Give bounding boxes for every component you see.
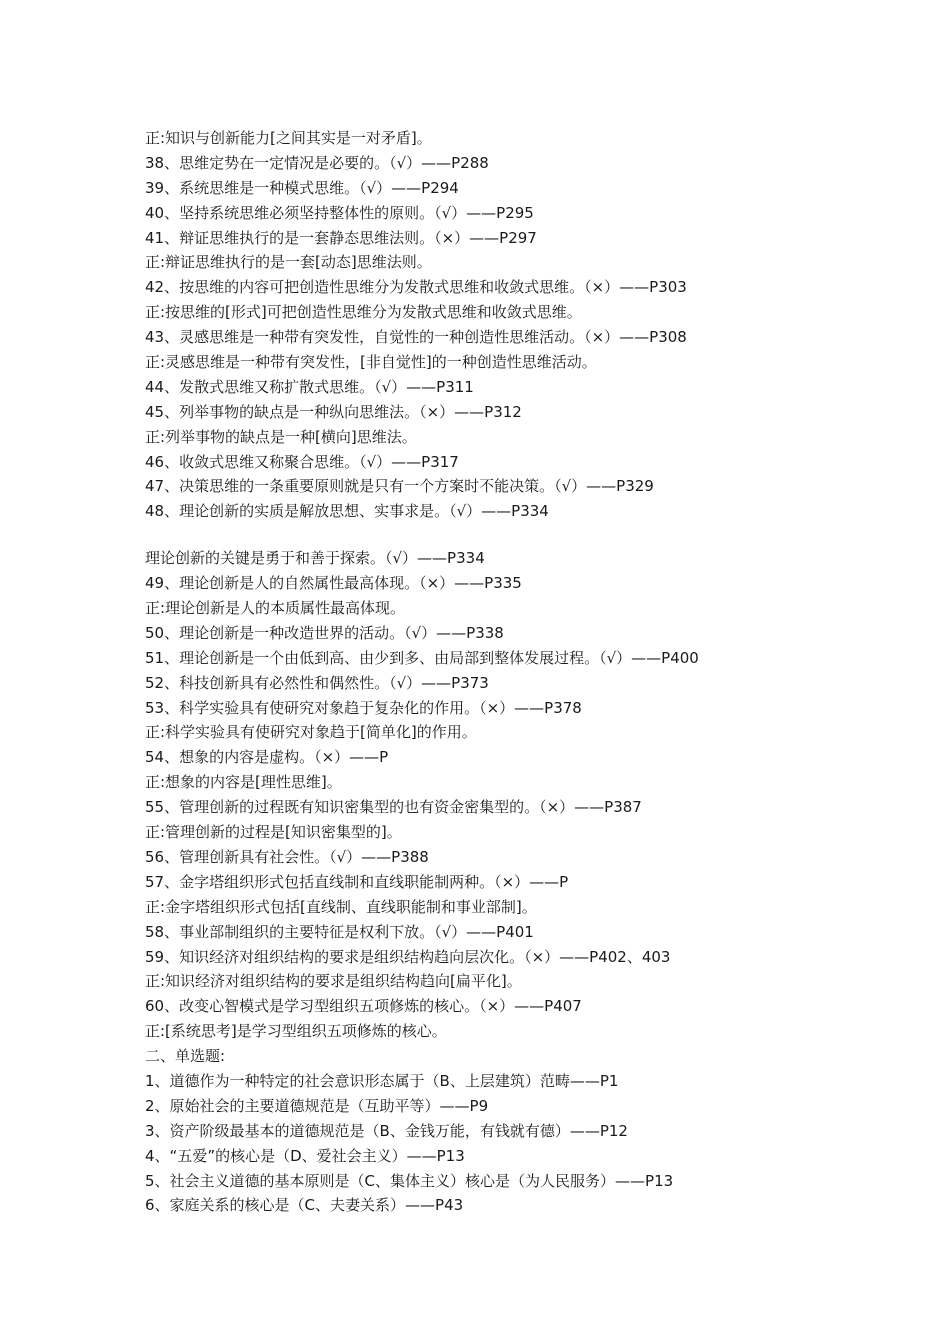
text-line: 4、“五爱”的核心是（D、爱社会主义）——P13 bbox=[145, 1146, 465, 1165]
text-line: 49、理论创新是人的自然属性最高体现。（×）——P335 bbox=[145, 574, 522, 593]
text-line: 2、原始社会的主要道德规范是（互助平等）——P9 bbox=[145, 1096, 489, 1115]
text-line: 正:知识经济对组织结构的要求是组织结构趋向[扁平化]。 bbox=[145, 972, 522, 991]
text-line: 42、按思维的内容可把创造性思维分为发散式思维和收敛式思维。（×）——P303 bbox=[145, 278, 687, 297]
text-line: 50、理论创新是一种改造世界的活动。（√）——P338 bbox=[145, 623, 504, 642]
text-line: 正:管理创新的过程是[知识密集型的]。 bbox=[145, 823, 402, 842]
text-line: 正:理论创新是人的本质属性最高体现。 bbox=[145, 599, 406, 618]
text-line: 52、科技创新具有必然性和偶然性。（√）——P373 bbox=[145, 673, 489, 692]
text-line: 40、坚持系统思维必须坚持整体性的原则。（√）——P295 bbox=[145, 203, 534, 222]
text-line: 48、理论创新的实质是解放思想、实事求是。（√）——P334 bbox=[145, 502, 549, 521]
text-line: 6、家庭关系的核心是（C、夫妻关系）——P43 bbox=[145, 1196, 464, 1215]
text-line: 39、系统思维是一种模式思维。（√）——P294 bbox=[145, 178, 459, 197]
text-line: 38、思维定势在一定情况是必要的。（√）——P288 bbox=[145, 153, 489, 172]
text-line: 46、收敛式思维又称聚合思维。（√）——P317 bbox=[145, 452, 459, 471]
text-line: 正:科学实验具有使研究对象趋于[简单化]的作用。 bbox=[145, 723, 477, 742]
text-line: 54、想象的内容是虚构。（×）——P bbox=[145, 748, 389, 767]
text-line: 理论创新的关键是勇于和善于探索。（√）——P334 bbox=[145, 549, 485, 568]
text-line: 正:灵感思维是一种带有突发性，[非自觉性]的一种创造性思维活动。 bbox=[145, 353, 597, 372]
text-line: 正:列举事物的缺点是一种[横向]思维法。 bbox=[145, 427, 417, 446]
text-line: 正:知识与创新能力[之间其实是一对矛盾]。 bbox=[145, 129, 432, 147]
text-line: 43、灵感思维是一种带有突发性，自觉性的一种创造性思维活动。（×）——P308 bbox=[145, 328, 687, 347]
text-line: 53、科学实验具有使研究对象趋于复杂化的作用。（×）——P378 bbox=[145, 698, 582, 717]
text-line: 41、辩证思维执行的是一套静态思维法则。（×）——P297 bbox=[145, 228, 537, 247]
text-line: 58、事业部制组织的主要特征是权利下放。（√）——P401 bbox=[145, 922, 534, 941]
text-line: 正:按思维的[形式]可把创造性思维分为发散式思维和收敛式思维。 bbox=[145, 303, 582, 322]
text-line: 55、管理创新的过程既有知识密集型的也有资金密集型的。（×）——P387 bbox=[145, 798, 642, 817]
text-line: 正:金字塔组织形式包括[直线制、直线职能制和事业部制]。 bbox=[145, 897, 537, 916]
text-line: 60、改变心智模式是学习型组织五项修炼的核心。（×）——P407 bbox=[145, 997, 582, 1016]
text-line: 正:辩证思维执行的是一套[动态]思维法则。 bbox=[145, 253, 432, 272]
text-line: 正:[系统思考]是学习型组织五项修炼的核心。 bbox=[145, 1022, 447, 1041]
text-line: 1、道德作为一种特定的社会意识形态属于（B、上层建筑）范畴——P1 bbox=[145, 1071, 619, 1090]
document-body bbox=[145, 126, 905, 1218]
text-line: 45、列举事物的缺点是一种纵向思维法。（×）——P312 bbox=[145, 402, 522, 421]
text-line: 44、发散式思维又称扩散式思维。（√）——P311 bbox=[145, 377, 474, 396]
text-line: 5、社会主义道德的基本原则是（C、集体主义）核心是（为人民服务）——P13 bbox=[145, 1171, 674, 1190]
text-line: 59、知识经济对组织结构的要求是组织结构趋向层次化。（×）——P402、403 bbox=[145, 947, 671, 966]
text-line: 57、金字塔组织形式包括直线制和直线职能制两种。（×）——P bbox=[145, 872, 569, 891]
text-line: 正:想象的内容是[理性思维]。 bbox=[145, 773, 342, 792]
text-line: 56、管理创新具有社会性。（√）——P388 bbox=[145, 847, 429, 866]
text-line: 51、理论创新是一个由低到高、由少到多、由局部到整体发展过程。（√）——P400 bbox=[145, 648, 699, 667]
section-heading: 二、单选题: bbox=[145, 1047, 226, 1066]
text-line: 47、决策思维的一条重要原则就是只有一个方案时不能决策。（√）——P329 bbox=[145, 477, 654, 496]
text-line: 3、资产阶级最基本的道德规范是（B、金钱万能，有钱就有德）——P12 bbox=[145, 1121, 628, 1140]
